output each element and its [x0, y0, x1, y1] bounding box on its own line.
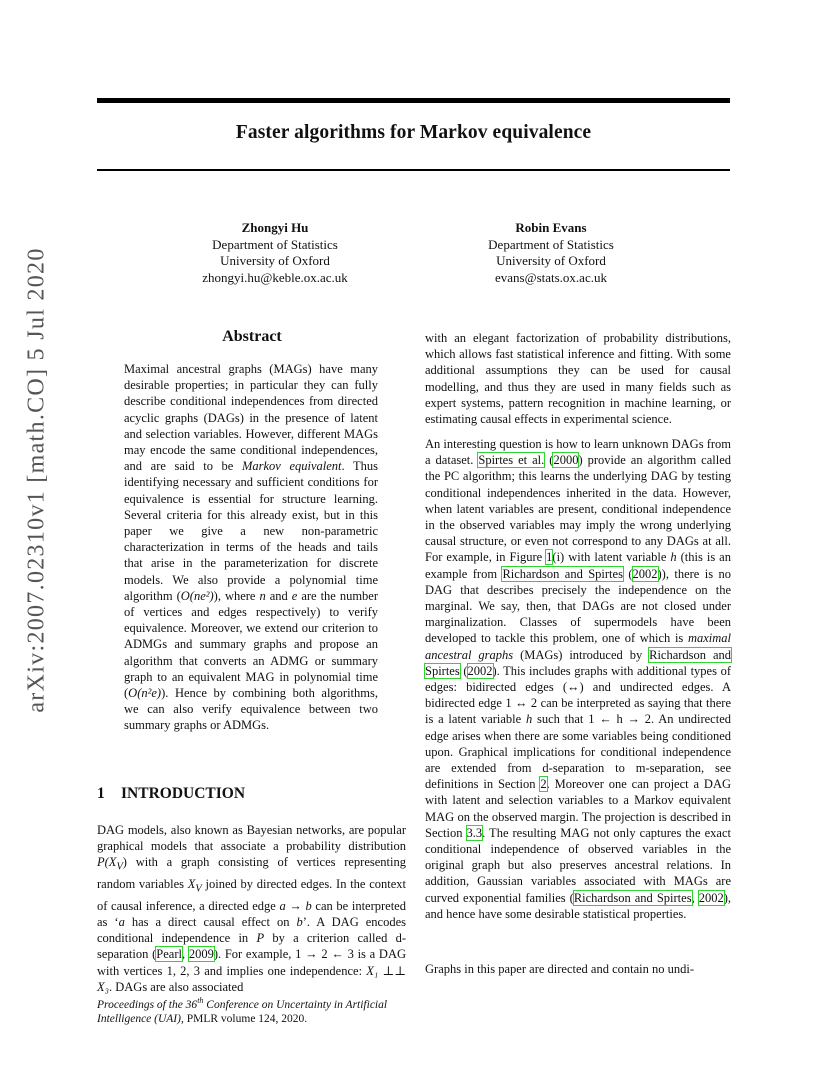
- body-paragraph: An interesting question is how to learn unknown DAGs from a dataset. Spirtes et al. (2000) provide an algorithm called the PC algorithm; this learns the underlying DAG by testing conditional independences inherited in the data. However, when latent variables are present, conditional independence in the observed variables may imply the wrong underlying causal structure, or even not correspond to any DAGs at all. For example, in Figure 1(i) with latent variable h (this is an example from Richardson and Spirtes (2002)), there is no DAG that describes precisely the independence on the marginal. We say, then, that DAGs are not closed under marginalization. Classes of supermodels have been developed to tackle this problem, one of which is maximal ancestral graphs (MAGs) introduced by Richardson and Spirtes (2002). This includes graphs with additional types of edges: bidirected edges (↔) and undirected edges. A bidirected edge 1 ↔ 2 can be interpreted as saying that there is a latent variable h such that 1 ← h → 2. An undirected edge arises when there are some variables being conditioned upon. Graphical implications for conditional independence are extended from d-separation to m-separation, see definitions in Section 2. Moreover one can project a DAG with latent and selection variables to a Markov equivalent MAG on the observed margin. The projection is described in Section 3.3. The resulting MAG not only captures the exact conditional independence of observed variables in the original graph but also preserves ancestral relations. In addition, Gaussian variables associated with MAGs are curved exponential families (Richardson and Spirtes, 2002), and hence have some desirable statistical properties.: [425, 437, 732, 921]
- author-department: Department of Statistics: [212, 236, 338, 252]
- section-heading: [97, 785, 406, 803]
- abstract-heading: Abstract: [222, 328, 282, 345]
- author-university: University of Oxford: [220, 253, 330, 268]
- citation-year-link[interactable]: 2002: [632, 566, 658, 581]
- top-rule: [97, 98, 730, 103]
- author-email[interactable]: zhongyi.hu@keble.ox.ac.uk: [202, 269, 348, 285]
- citation-link[interactable]: Richardson and Spirtes: [573, 890, 692, 905]
- author-name: Zhongyi Hu: [241, 220, 309, 235]
- author-block: [401, 220, 701, 286]
- body-paragraph: Graphs in this paper are directed and contain no undi-: [425, 962, 695, 976]
- intro-paragraph: DAG models, also known as Bayesian networks, are popular graphical models that associate a probability distribution $P(X_V)$ with a graph consisting of vertices representing random variables $X_V$ joined by directed edges. In the context of causal inference, a directed edge a → b can be interpreted as ‘a has a direct causal effect on b’. A DAG encodes conditional independence in P by a criterion called d-separation (Pearl, 2009). For example, 1 → 2 ← 3 is a DAG with vertices 1, 2, 3 and implies one independence: X₁ ⊥⊥ X₃. DAGs are also associated: [97, 823, 407, 994]
- section-ref-link[interactable]: 3.3: [466, 825, 483, 840]
- citation-link[interactable]: Richardson and Spirtes: [425, 647, 731, 678]
- section-ref-link[interactable]: 2: [540, 777, 547, 792]
- figure-ref-link[interactable]: 1: [546, 550, 553, 565]
- section-title: INTRODUCTION: [121, 785, 246, 802]
- author-name: Robin Evans: [515, 220, 587, 235]
- section-number: 1: [97, 785, 105, 802]
- abstract-text: Maximal ancestral graphs (MAGs) have many desirable properties; in particular they can fully describe conditional independences from directed acyclic graphs (DAGs) in the presence of latent and selection variables. However, different MAGs may encode the same conditional independences, and are said to be Markov equivalent. Thus identifying necessary and sufficient conditions for equivalence is essential for structure learning. Several criteria for this already exist, but in this paper we give a new non-parametric characterization in terms of the heads and tails that arise in the parameterization for discrete models. We also provide a polynomial time algorithm (O(ne²)), where n and e are the number of vertices and edges respectively) to verify equivalence. Moreover, we extend our criterion to ADMGs and summary graphs and propose an algorithm that converts an ADMG or summary graph to an equivalent MAG in polynomial time (O(n²e)). Hence by combining both algorithms, we can also verify equivalence between two summary graphs or ADMGs.: [124, 362, 379, 733]
- title-rule: [97, 169, 730, 171]
- proceedings-footnote: Proceedings of the 36th Conference on Uncertainty in Artificial Intelligence (UAI), PMLR volume 124, 2020.: [97, 996, 388, 1026]
- citation-year-link[interactable]: 2002: [698, 890, 724, 905]
- author-department: Department of Statistics: [488, 236, 614, 252]
- citation-link[interactable]: Spirtes et al.: [478, 453, 545, 468]
- body-paragraph: with an elegant factorization of probability distributions, which allows fast statistical inference and fitting. With some additional assumptions they can be used for causal modelling, and thus they are used in many fields such as expert systems, pattern recognition in machine learning, or estimating causal effects in experimental science.: [425, 331, 731, 427]
- citation-link[interactable]: Richardson and Spirtes: [502, 566, 623, 581]
- paper-title: Faster algorithms for Markov equivalence: [235, 122, 592, 143]
- citation-year-link[interactable]: 2009: [188, 947, 214, 962]
- arxiv-identifier: arXiv:2007.02310v1 [math.CO] 5 Jul 2020: [23, 247, 50, 713]
- citation-link[interactable]: Pearl: [156, 947, 182, 962]
- author-email[interactable]: evans@stats.ox.ac.uk: [495, 269, 607, 285]
- author-block: [125, 220, 425, 286]
- citation-year-link[interactable]: 2002: [467, 663, 493, 678]
- author-university: University of Oxford: [496, 253, 606, 268]
- citation-year-link[interactable]: 2000: [553, 453, 579, 468]
